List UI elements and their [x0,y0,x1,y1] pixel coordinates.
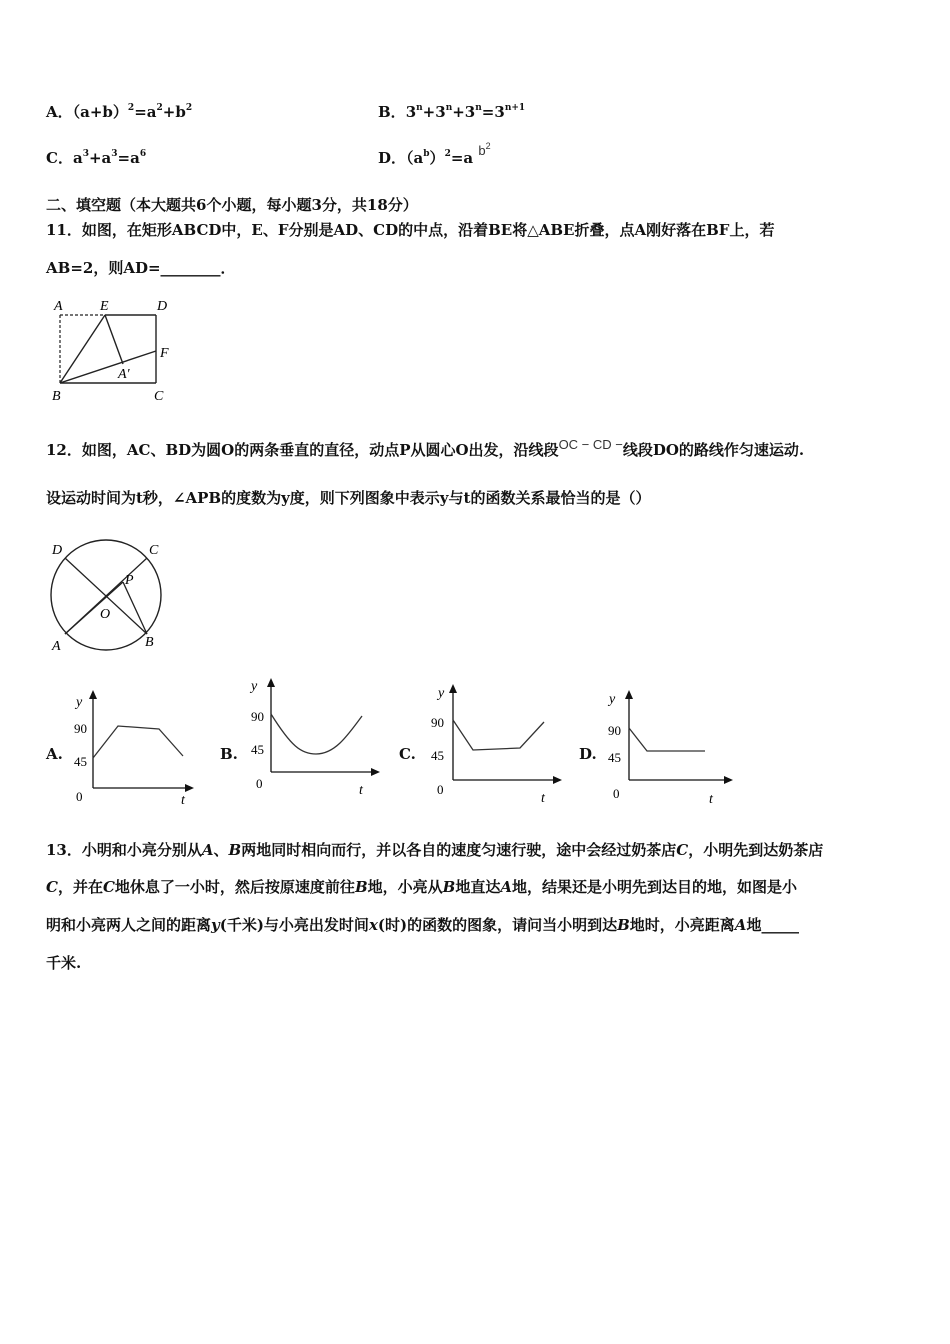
circle-label-o: O [100,607,111,622]
q13-line-4: 千米. [46,954,82,972]
graph-c-y-label: y [438,686,445,701]
graph-b-origin: 0 [256,776,263,791]
q13-line-2: C，并在C地休息了一小时，然后按原速度前往B地，小亮从B地直达A地，结果还是小明先到达目的地，如图是小 [46,878,797,896]
graph-c-x-arrow [553,776,562,784]
circle-label-a: A [52,639,61,654]
circle-label-c: C [149,543,159,558]
q11-label-e: E [100,299,109,314]
graph-a-origin: 0 [76,789,83,804]
graph-d-y-arrow [625,690,633,699]
graph-c-y-arrow [449,684,457,693]
graph-b-curve [271,714,362,754]
graph-a-90: 90 [74,721,87,736]
graph-a-curve [93,726,183,758]
circle-label-b: B [145,635,154,650]
graph-d-curve [629,728,705,751]
graph-b-y-label: y [251,679,258,694]
segment-ap [65,582,123,634]
graph-option-a-label: A. [46,745,63,763]
q11-rectangle-figure [46,294,186,406]
q10-option-b: B．$3^n+3^n+3^n=3^{n+1}$ [378,103,526,121]
q10-option-a: A．$(a+b)^2=a^2+b^2$ [46,103,193,121]
q12-line-2: 设运动时间为t秒，∠APB的度数为y度，则下列图象中表示y与t的函数关系最恰当的是（） [46,489,651,507]
q11-label-f: F [160,346,169,361]
q11-label-d: D [157,299,168,314]
graph-a-45: 45 [74,754,87,769]
graph-b-y-arrow [267,678,275,687]
graph-a-x-arrow [185,784,194,792]
q13-line-1: 13．小明和小亮分别从A、B两地同时相向而行，并以各自的速度匀速行驶，途中会经过奶茶店C，小明先到达奶茶店 [46,841,824,859]
graph-c-45: 45 [431,748,444,763]
q12-path-image: OC − CD − [558,437,623,452]
q11-edge-bf [60,351,156,383]
q11-label-a: A [54,299,63,314]
graph-c-origin: 0 [437,782,444,797]
graph-a-t-label: t [181,793,185,808]
graph-option-b [246,676,386,802]
segment-pb [123,582,147,634]
graph-b-90: 90 [251,709,264,724]
graph-option-a [66,688,196,810]
graph-b-x-arrow [371,768,380,776]
graph-b-t-label: t [359,783,363,798]
graph-option-c [428,682,568,806]
q12-line-1: 12．如图，AC、BD为圆O的两条垂直的直径，动点P从圆心O出发，沿线段OC − CD −线段DO的路线作匀速运动. [46,437,805,459]
q11-label-b: B [52,389,61,404]
q11-line-2: AB=2，则AD=________． [46,259,236,277]
graph-option-d [605,688,740,808]
graph-d-45: 45 [608,750,621,765]
q11-label-a-prime: A′ [118,367,130,382]
circle-label-d: D [52,543,63,558]
q11-line-1: 11．如图，在矩形ABCD中，E、F分别是AD、CD的中点，沿着BE将△ABE折叠，点A刚好落在BF上，若 [46,221,775,239]
graph-d-origin: 0 [613,786,620,801]
graph-b-45: 45 [251,742,264,757]
graph-d-y-label: y [609,692,616,707]
graph-a-y-label: y [76,695,83,710]
circle-label-p: P [125,573,134,588]
graph-option-b-label: B. [220,745,238,763]
graph-c-curve [453,720,544,750]
q11-label-c: C [154,389,164,404]
graph-option-d-label: D. [579,745,597,763]
graph-c-t-label: t [541,791,545,806]
section-2-title: 二、填空题（本大题共6个小题，每小题3分，共18分） [46,196,418,214]
q11-edge-be [60,315,105,383]
graph-d-90: 90 [608,723,621,738]
circle-o [51,540,161,650]
graph-d-t-label: t [709,792,713,807]
q10-option-c: C．$a^3+a^3=a^6$ [46,149,147,167]
graph-d-x-arrow [724,776,733,784]
q10-option-d: D．$(a^b)^2=a$ $b^2$ [378,141,491,167]
graph-a-y-arrow [89,690,97,699]
q13-line-3: 明和小亮两人之间的距离y(千米)与小亮出发时间x(时)的函数的图象，请问当小明到达B地时，小亮距离A地_____ [46,916,799,934]
q12-circle-figure [46,538,176,656]
graph-c-90: 90 [431,715,444,730]
q11-edge-ea [105,315,123,364]
graph-option-c-label: C. [399,745,416,763]
